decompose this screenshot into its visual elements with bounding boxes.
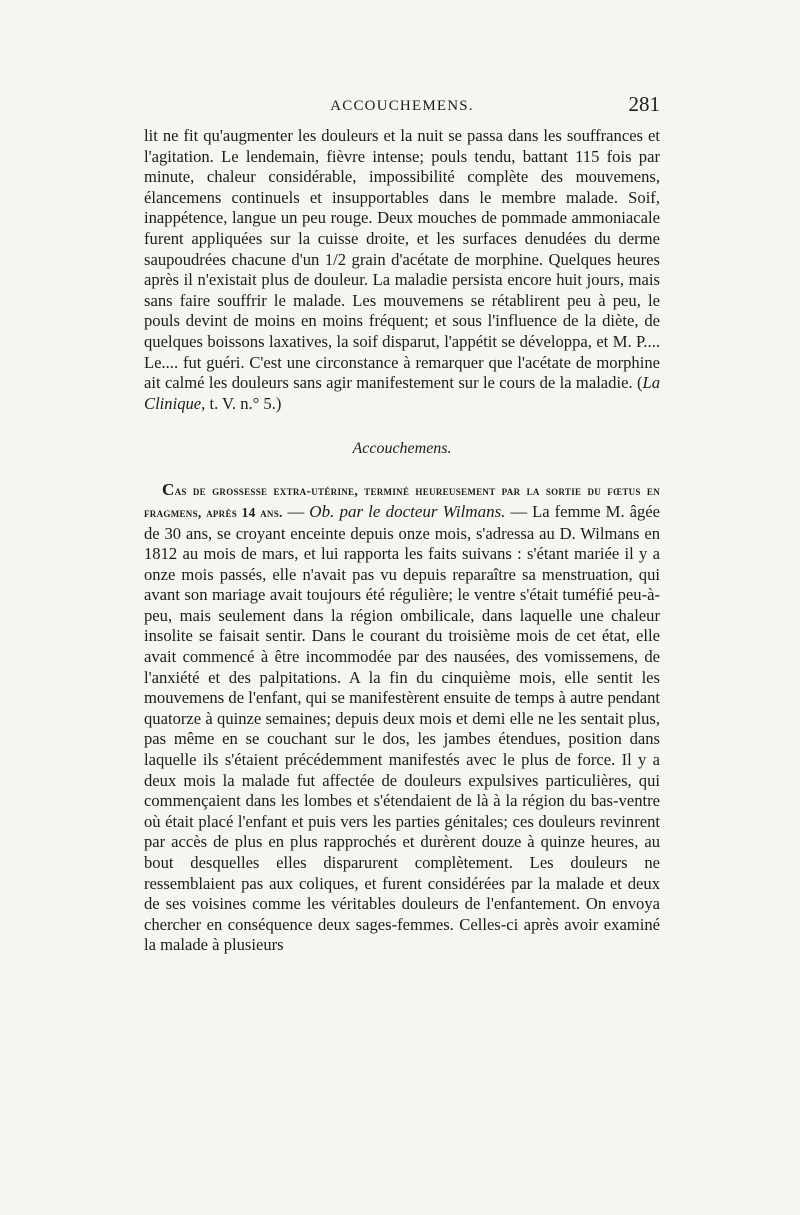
book-page [144,92,660,956]
running-title: ACCOUCHEMENS. [330,98,474,114]
page-number: 281 [628,92,660,116]
case-heading-initial: C [162,480,175,500]
source-citation-ref: , t. V. n.° 5.) [201,393,282,413]
running-head [144,92,660,126]
case-byline: Ob. par le docteur Wilmans. [309,501,506,521]
case-paragraph [144,480,660,956]
section-title: Accouchemens. [352,440,452,458]
paragraph-continuation [144,126,660,414]
case-body: — La femme M. âgée de 30 ans, se croyant enceinte depuis onze mois, s'adressa au D. Wilmans en 1812 au mois de mars, et lui rapporta les faits suivans : s'étant mariée il y a onze mois passés, elle n'avait pas vu depuis reparaître sa menstruation, qui avant son mariage avait toujours été régulière; le ventre s'était tuméfié peu-à-peu, mais seulement dans la région ombilicale, dans laquelle une chaleur insolite se faisait sentir. Dans le courant du troisième mois de cet état, elle avait commencé à être incommodée par des nausées, des vomissemens, de l'anxiété et des palpitations. A la fin du cinquième mois, elle sentit les mouvemens de l'enfant, qui se manifestèrent ensuite de temps à autre pendant quatorze à quinze semaines; depuis deux mois et demi elle ne les sentait plus, pas même en se couchant sur le dos, les jambes étendues, position dans laquelle ils s'étaient précédemment manifestés avec le plus de force. Il y a deux mois la malade fut affectée de douleurs expulsives particulières, qui commençaient dans les lombes et s'étendaient de là à la région du bas-ventre où était placé l'enfant et puis vers les parties génitales; ces douleurs revinrent par accès de plus en plus rapprochés et durèrent douze à quinze heures, au bout desquelles elles disparurent complètement. Les douleurs ne ressemblaient pas aux coliques, et furent considérées par la malade et deux de ses voisines comme les véritables douleurs de l'enfantement. On envoya chercher en conséquence deux sages-femmes. Celles-ci après avoir examiné la malade à plusieurs [144,501,660,955]
paragraph-text: lit ne fit qu'augmenter les douleurs et la nuit se passa dans les souffrances et l'agitation. Le lendemain, fièvre intense; pouls tendu, battant 115 fois par minute, chaleur considérable, impossibilité complète des mouvemens, élancemens continuels et insupportables dans le membre malade. Soif, inappétence, langue un peu rouge. Deux mouches de pommade ammoniacale furent appliquées sur la cuisse droite, et les surfaces denudées du derme saupoudrées chacune d'un 1/2 grain d'acétate de morphine. Quelques heures après il n'existait plus de douleur. La maladie persista encore huit jours, mais sans faire souffrir le malade. Les mouvemens se rétablirent peu à peu, le pouls devint de moins en moins fréquent; et sous l'influence de la diète, de quelques boissons laxatives, la soif disparut, l'appétit se développa, et M. P.... Le.... fut guéri. C'est une circonstance à remarquer que l'acétate de morphine ait calmé les douleurs sans agir manifestement sur le cours de la maladie. ( [144,126,660,393]
case-heading-text: as de grossesse extra-utérine, terminé heureusement par la sortie du fœtus en fragmens, après 14 ans. [144,483,660,520]
source-citation: La Clinique [144,373,660,413]
byline-dash: — [282,501,310,521]
